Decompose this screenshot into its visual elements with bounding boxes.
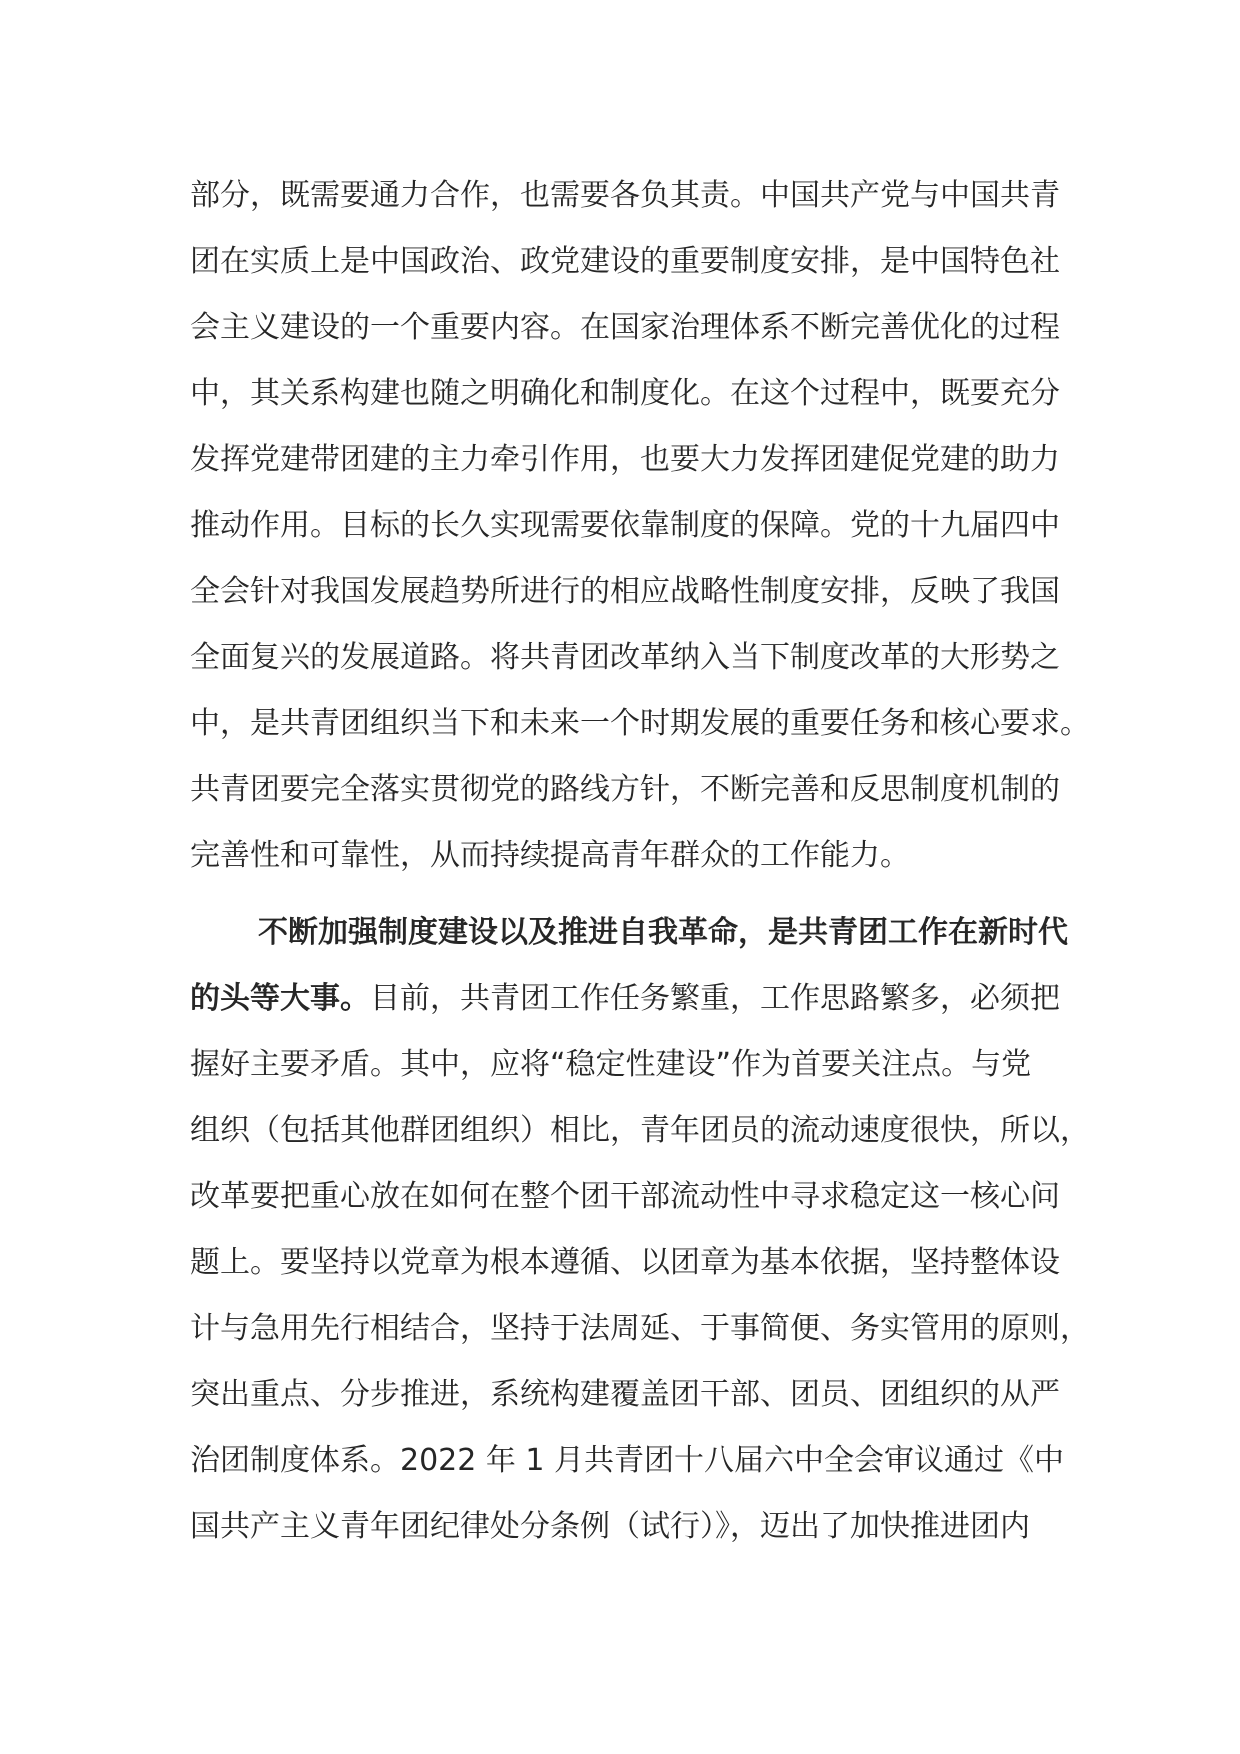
text-line: 共青团要完全落实贯彻党的路线方针，不断完善和反思制度机制的 [190,772,1060,807]
text-line: 全面复兴的发展道路。将共青团改革纳入当下制度改革的大形势之 [190,640,1060,675]
text-line: 中，其关系构建也随之明确化和制度化。在这个过程中，既要充分 [190,376,1060,411]
text-line: 握好主要矛盾。其中，应将“稳定性建设”作为首要关注点。与党 [190,1047,1032,1082]
text-line [190,966,1070,1032]
text-line: 计与急用先行相结合，坚持于法周延、于事简便、务实管用的原则， [190,1311,1090,1346]
text-line: 发挥党建带团建的主力牵引作用，也要大力发挥团建促党建的助力 [190,442,1060,477]
bold-heading-tail: 的头等大事。 [190,981,370,1016]
text-line: 团在实质上是中国政治、政党建设的重要制度安排，是中国特色社 [190,244,1060,279]
text-line: 部分，既需要通力合作，也需要各负其责。中国共产党与中国共青 [190,178,1060,213]
text-line: 治团制度体系。2022 年 1 月共青团十八届六中全会审议通过《中 [190,1443,1065,1478]
text-line: 中，是共青团组织当下和未来一个时期发展的重要任务和核心要求。 [190,706,1090,741]
text-line: 组织（包括其他群团组织）相比，青年团员的流动速度很快，所以， [190,1113,1090,1148]
text-line: 推动作用。目标的长久实现需要依靠制度的保障。党的十九届四中 [190,508,1060,543]
text-line: 突出重点、分步推进，系统构建覆盖团干部、团员、团组织的从严 [190,1377,1060,1412]
text-run: 目前，共青团工作任务繁重，工作思路繁多，必须把 [370,981,1060,1016]
text-line: 全会针对我国发展趋势所进行的相应战略性制度安排，反映了我国 [190,574,1060,609]
bold-heading-line: 不断加强制度建设以及推进自我革命，是共青团工作在新时代 [258,915,1068,950]
text-line: 完善性和可靠性，从而持续提高青年群众的工作能力。 [190,838,910,873]
paragraph-2 [190,900,1090,1560]
text-line: 国共产主义青年团纪律处分条例（试行）》，迈出了加快推进团内 [190,1509,1030,1544]
text-line: 改革要把重心放在如何在整个团干部流动性中寻求稳定这一核心问 [190,1179,1060,1214]
paragraph-1 [190,163,1090,889]
text-line: 题上。要坚持以党章为根本遵循、以团章为基本依据，坚持整体设 [190,1245,1060,1280]
text-line: 会主义建设的一个重要内容。在国家治理体系不断完善优化的过程 [190,310,1060,345]
